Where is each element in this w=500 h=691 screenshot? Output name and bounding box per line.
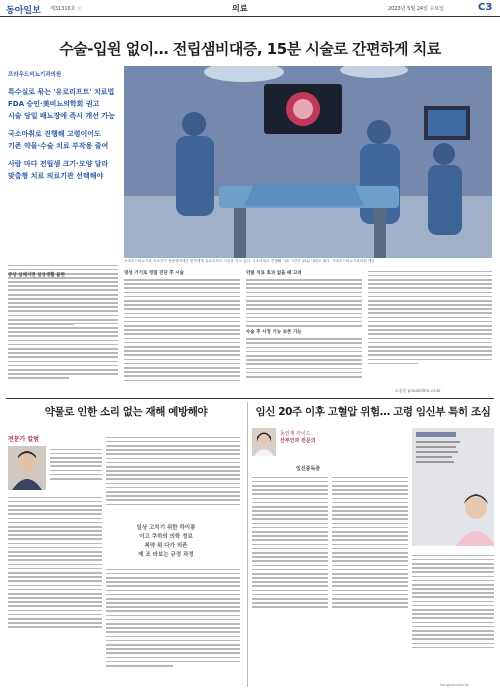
section-title: 의료 (232, 4, 248, 13)
article-left-column-2 (106, 434, 240, 508)
issue-number: 제31316호 ⓒ (50, 6, 83, 12)
column-subhead: 약물 치료 효과 없을 때 고려 (246, 271, 302, 276)
section-divider (6, 398, 494, 399)
deck-line: 기존 약물·수술 치료 부작용 줄여 (8, 142, 109, 150)
article-right-column-3 (412, 552, 494, 651)
doctor-portrait (252, 428, 276, 456)
deck-line: 특수실로 묶는 '유로리프트' 치료법 (8, 88, 115, 96)
deck-line: 국소마취로 진행해 고령이어도 (8, 130, 101, 138)
deck-line: 시술 당일 배뇨장애 즉시 개선 가능 (8, 112, 115, 120)
feature-contact: 도움말 proudclinic.co.kr (395, 388, 441, 393)
page-number: C3 (478, 2, 493, 13)
deck-line: FDA 승인·美비뇨의학회 권고 (8, 100, 100, 108)
pull-quote: 일상 고치기 위한 하이퐁 이고 쿠하의 의학 정보 복약 뭐 다가 의존 예 조 라보는 규정 과정 (136, 525, 196, 558)
publication-date: 2023년 5월 24일 수요일 (388, 6, 445, 12)
feature-column-4 (368, 268, 492, 367)
photo-caption: 프라우드비뇨기과 의료진이 전립샘비대증 환자에게 유로리프트 시술을 하고 있다. 국소마취로 진행돼 시술 시간은 15분 내외로 짧다. 프라우드비뇨기과의원 제공 (124, 259, 375, 263)
author-portrait (8, 446, 46, 490)
article-left-title: 약물로 인한 소리 없는 재해 예방해야 (44, 406, 208, 418)
hospital-name: 프라우드비뇨기과의원 (8, 72, 62, 78)
surgery-photo (124, 66, 492, 258)
doctor-title: 산부인과 전문의 (280, 438, 316, 444)
deck-line: 맞춤형 치료 의료기관 선택해야 (8, 172, 104, 180)
feature-deck (8, 70, 118, 182)
deck-line: 사람 마다 전립샘 크기·모양 달라 (8, 160, 109, 168)
feature-headline: 수술-입원 없이… 전립샘비대증, 15분 시술로 간편하게 치료 (59, 40, 441, 58)
column-subhead: 증상 심해지면 일상생활 불편 (8, 273, 65, 278)
article-right-column-2 (332, 474, 408, 611)
feature-column-2 (124, 268, 240, 384)
article-url: hongyouclinic.kr (440, 683, 469, 687)
article-right-title: 임신 20주 이후 고혈압 위험… 고령 임신부 특히 조심 (255, 406, 491, 418)
article-left-column-1 (8, 494, 102, 631)
column-subhead: 수술 후 사정 기능 보존 가능 (246, 330, 302, 336)
column-divider (247, 402, 248, 687)
article-left-column-1a (50, 446, 102, 482)
feature-column-3 (246, 268, 362, 380)
article-left-column-3 (106, 566, 240, 669)
article-right-column-1 (252, 474, 328, 611)
infographic-photo (412, 428, 494, 546)
newspaper-logo: 동아일보 (6, 6, 41, 16)
article-subhead: 임신중독증 (296, 466, 321, 472)
masthead (0, 0, 500, 17)
hospital-name: 동인재 가이드 (280, 431, 311, 437)
feature-column-1 (8, 270, 118, 382)
column-label: 전문가 칼럼 (8, 436, 40, 443)
column-subhead: 영상 기기로 정밀 진단 후 시술 (124, 271, 184, 276)
